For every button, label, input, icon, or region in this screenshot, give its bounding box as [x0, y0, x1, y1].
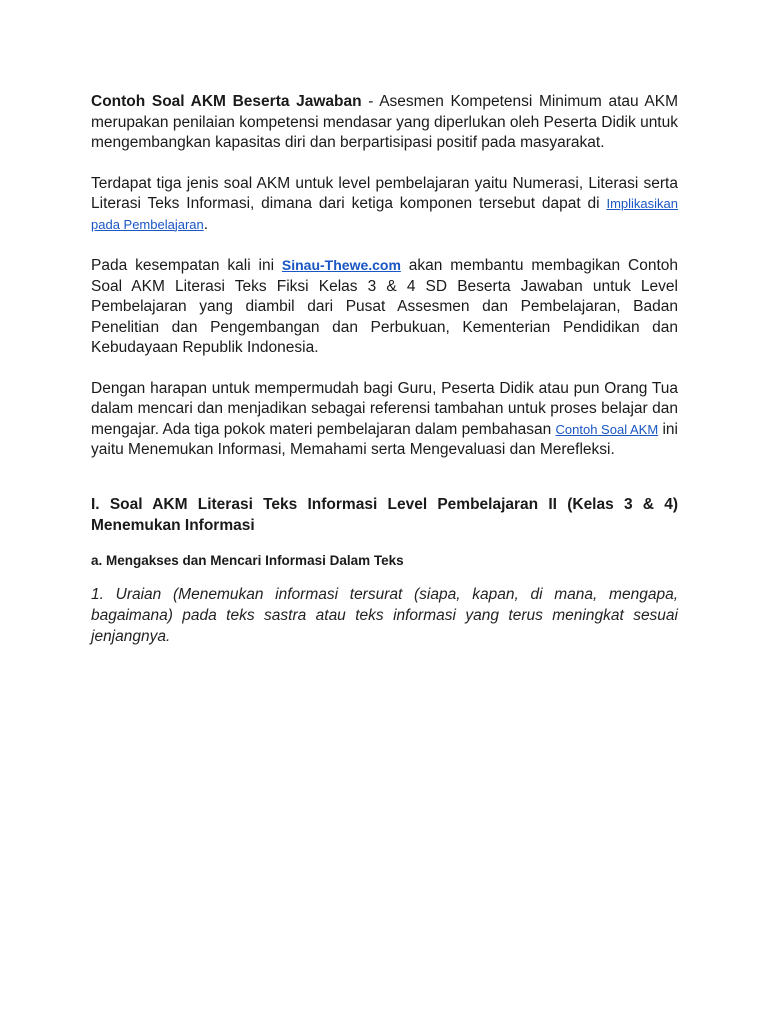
- akm-types-text: Terdapat tiga jenis soal AKM untuk level pembelajaran yaitu Numerasi, Literasi serta Literasi Teks Informasi, dimana dari ketiga komponen tersebut dapat di: [91, 174, 678, 212]
- akm-types-paragraph: [91, 174, 678, 236]
- document-page: [91, 92, 678, 647]
- purpose-before: Dengan harapan untuk mempermudah bagi Guru, Peserta Didik atau pun Orang Tua dalam mencari dan menjadikan sebagai referensi tambahan untuk proses belajar dan mengajar. Ada tiga pokok materi pembelajaran dalam pembahasan: [91, 379, 678, 438]
- contoh-soal-akm-link[interactable]: Contoh Soal AKM: [555, 421, 659, 437]
- subsection-heading: a. Mengakses dan Mencari Informasi Dalam Teks: [91, 552, 404, 568]
- section-heading: I. Soal AKM Literasi Teks Informasi Level Pembelajaran II (Kelas 3 & 4) Menemukan Informasi: [91, 495, 678, 534]
- purpose-after: ini yaitu Menemukan Informasi, Memahami serta Mengevaluasi dan Merefleksi.: [91, 420, 678, 458]
- intro-text: - Asesmen Kompetensi Minimum atau AKM merupakan penilaian kompetensi mendasar yang diperlukan oleh Peserta Didik untuk mengembangkan kapasitas diri dan berpartisipasi positif pada masyarakat.: [91, 93, 678, 151]
- sinau-paragraph: [91, 255, 678, 359]
- intro-paragraph: [91, 92, 678, 154]
- sinau-after: akan membantu membagikan Contoh Soal AKM Literasi Teks Fiksi Kelas 3 & 4 SD Beserta Jawaban untuk Level Pembelajaran yang diambil dari Pusat Assesmen dan Pembelajaran, Badan Penelitian dan Pengembangan dan Perbukuan, Kementerian Pendidikan dan Kebudayaan Republik Indonesia.: [91, 257, 678, 356]
- question-text: 1. Uraian (Menemukan informasi tersurat (siapa, kapan, di mana, mengapa, bagaimana) pada teks sastra atau teks informasi yang terus meningkat sesuai jenjangnya.: [91, 585, 678, 645]
- akm-types-after: .: [203, 215, 209, 233]
- purpose-paragraph: [91, 379, 678, 461]
- sinau-thewe-link[interactable]: Sinau-Thewe.com: [281, 257, 401, 273]
- implikasikan-link[interactable]: Implikasikan pada Pembelajaran: [91, 196, 678, 232]
- intro-title: Contoh Soal AKM Beserta Jawaban: [91, 93, 362, 110]
- sinau-before: Pada kesempatan kali ini: [91, 257, 282, 274]
